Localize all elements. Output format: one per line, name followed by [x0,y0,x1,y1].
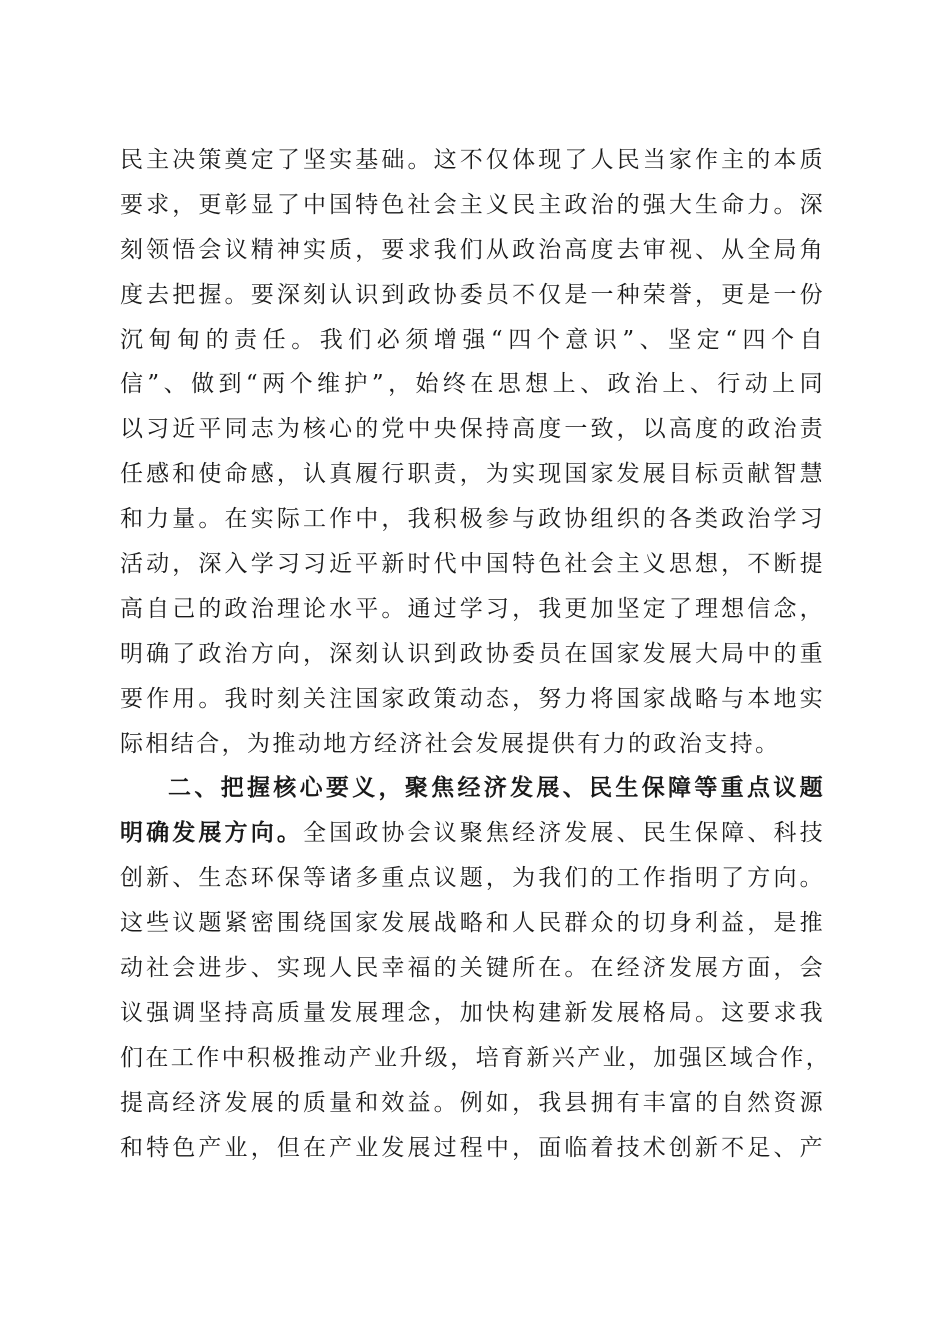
text-line: 际相结合，为推动地方经济社会发展提供有力的政治支持。 [120,730,781,757]
text-line: 动社会进步、实现人民幸福的关键所在。在经济发展方面，会 [120,955,825,982]
text-fragment: 全国政协会议聚焦经济发展、民生保障、科技 [302,820,825,847]
text-line: 和特色产业，但在产业发展过程中，面临着技术创新不足、产 [120,1134,825,1161]
text-line: 提高经济发展的质量和效益。例如，我县拥有丰富的自然资源 [120,1089,825,1116]
text-line: 度去把握。要深刻认识到政协委员不仅是一种荣誉，更是一份 [120,281,825,308]
text-line: 明确了政治方向，深刻认识到政协委员在国家发展大局中的重 [120,640,825,667]
text-line: 刻领悟会议精神实质，要求我们从政治高度去审视、从全局角 [120,236,825,263]
text-line: 要求，更彰显了中国特色社会主义民主政治的强大生命力。深 [120,191,825,218]
text-line: 和力量。在实际工作中，我积极参与政协组织的各类政治学习 [120,506,825,533]
text-line: 沉甸甸的责任。我们必须增强“四个意识”、坚定“四个自 [120,326,825,353]
text-line: 议强调坚持高质量发展理念，加快构建新发展格局。这要求我 [120,999,825,1026]
body-text [120,138,832,1170]
section-heading-tail: 明确发展方向。 [120,820,303,847]
text-line: 创新、生态环保等诸多重点议题，为我们的工作指明了方向。 [120,865,825,892]
text-line: 要作用。我时刻关注国家政策动态，努力将国家战略与本地实 [120,685,825,712]
text-line: 们在工作中积极推动产业升级，培育新兴产业，加强区域合作， [120,1044,832,1071]
text-line: 高自己的政治理论水平。通过学习，我更加坚定了理想信念， [120,595,825,622]
text-line: 信”、做到“两个维护”，始终在思想上、政治上、行动上同 [120,371,825,398]
text-line: 任感和使命感，认真履行职责，为实现国家发展目标贡献智慧 [120,461,825,488]
heading-tail-line [120,811,825,856]
text-line: 民主决策奠定了坚实基础。这不仅体现了人民当家作主的本质 [120,147,825,173]
text-line: 活动，深入学习习近平新时代中国特色社会主义思想，不断提 [120,551,825,578]
section-heading: 二、把握核心要义，聚焦经济发展、民生保障等重点议题 [168,775,825,802]
text-line: 以习近平同志为核心的党中央保持高度一致，以高度的政治责 [120,416,825,443]
text-line: 这些议题紧密围绕国家发展战略和人民群众的切身利益，是推 [120,910,825,937]
